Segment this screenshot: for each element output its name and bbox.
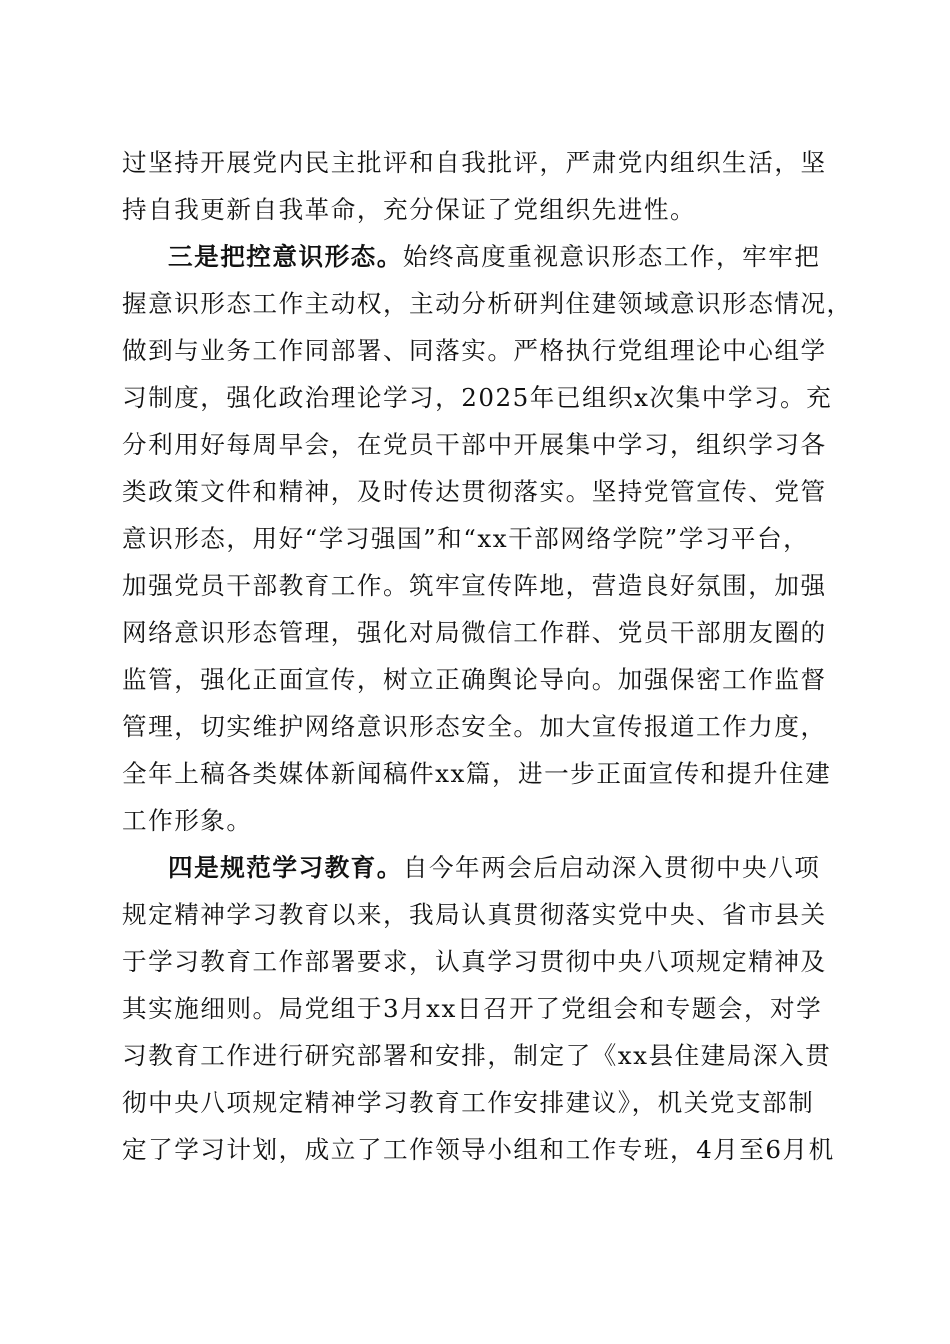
body-line: 规定精神学习教育以来，我局认真贯彻落实党中央、省市县关: [122, 900, 827, 929]
body-line: 加强党员干部教育工作。筑牢宣传阵地，营造良好氛围，加强: [122, 571, 827, 600]
body-line: 其实施细则。局党组于3月xx日召开了党组会和专题会，对学: [122, 994, 823, 1023]
paragraph-first-line: [168, 853, 820, 883]
body-line: 分利用好每周早会，在党员干部中开展集中学习，组织学习各: [122, 430, 827, 459]
body-line: 过坚持开展党内民主批评和自我批评，严肃党内组织生活，坚: [122, 148, 827, 177]
body-line: 做到与业务工作同部署、同落实。严格执行党组理论中心组学: [122, 336, 827, 365]
body-line: 管理，切实维护网络意识形态安全。加大宣传报道工作力度，: [122, 712, 827, 741]
body-text: 自今年两会后启动深入贯彻中央八项: [402, 853, 821, 882]
body-line: 工作形象。: [122, 806, 253, 835]
body-line: 握意识形态工作主动权，主动分析研判住建领域意识形态情况，: [122, 289, 853, 318]
body-line: 定了学习计划，成立了工作领导小组和工作专班，4月至6月机: [122, 1135, 835, 1164]
body-line: 习教育工作进行研究部署和安排，制定了《xx县住建局深入贯: [122, 1041, 832, 1070]
body-line: 网络意识形态管理，强化对局微信工作群、党员干部朋友圈的: [122, 618, 827, 647]
body-line: 于学习教育工作部署要求，认真学习贯彻中央八项规定精神及: [122, 947, 827, 976]
paragraph-heading: 四是规范学习教育。: [168, 853, 403, 882]
body-text: 始终高度重视意识形态工作，牢牢把: [402, 242, 821, 271]
body-line: 持自我更新自我革命，充分保证了党组织先进性。: [122, 195, 697, 224]
body-line: 彻中央八项规定精神学习教育工作安排建议》，机关党支部制: [122, 1088, 815, 1117]
body-line: 类政策文件和精神，及时传达贯彻落实。坚持党管宣传、党管: [122, 477, 827, 506]
paragraph-first-line: [168, 242, 820, 272]
body-line: 意识形态，用好“学习强国”和“xx干部网络学院”学习平台，: [122, 524, 810, 553]
body-line: 监管，强化正面宣传，树立正确舆论导向。加强保密工作监督: [122, 665, 827, 694]
body-line: 全年上稿各类媒体新闻稿件xx篇，进一步正面宣传和提升住建: [122, 759, 832, 788]
body-line: 习制度，强化政治理论学习，2025年已组织x次集中学习。充: [122, 383, 833, 412]
paragraph-heading: 三是把控意识形态。: [168, 242, 403, 271]
